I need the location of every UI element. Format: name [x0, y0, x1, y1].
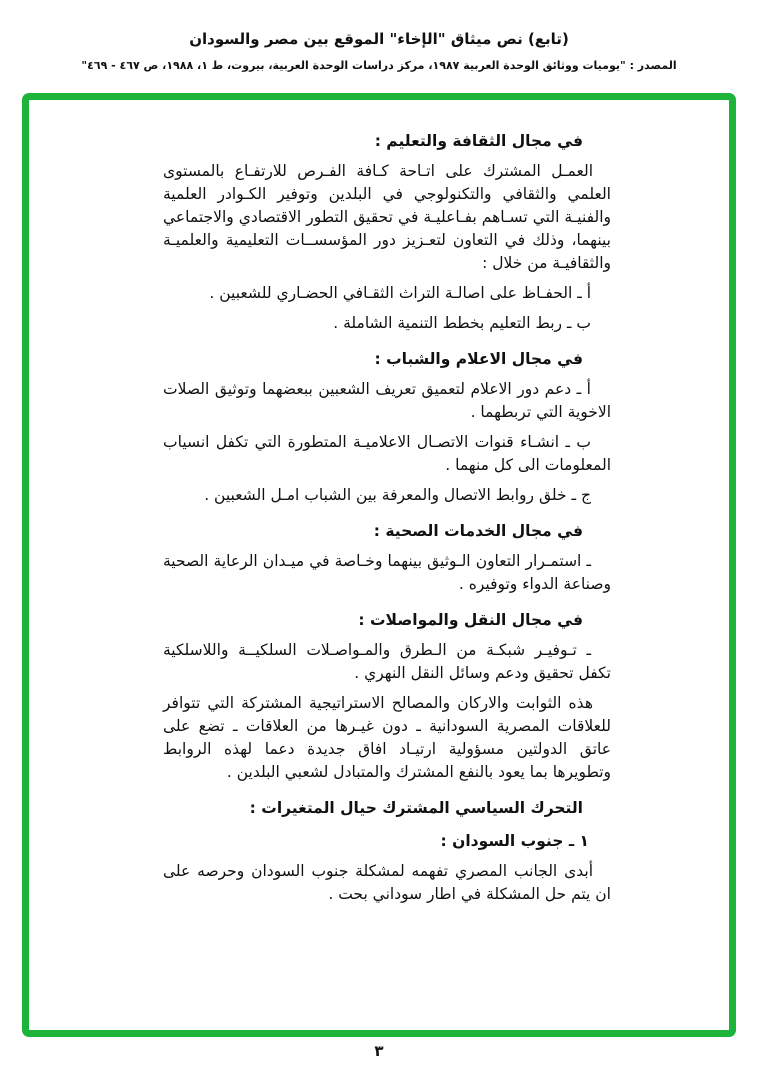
content-heading: في مجال الثقافة والتعليم :: [374, 132, 583, 150]
content-subheading: ١ ـ جنوب السودان :: [440, 832, 589, 850]
document-body-text: [163, 130, 611, 906]
content-paragraph: العمـل المشترك على اتـاحة كـافة الفـرص للارتفـاع بالمستوى العلمي والثقافي والتكنولوجي في البلدين وتوفير الكـوادر العلمية والفنيـة التي تسـاهم بفـاعليـة في تحقيق التطور الاقتصادي والاجتماعي بينهما، وذلك في التعاون لتعـزيز دور المؤسســات التعليمية والعلميـة والثقافيـة من خلال :: [163, 162, 611, 272]
content-item: ـ استمـرار التعاون الـوثيق بينهما وخـاصة في ميـدان الرعاية الصحية وصناعة الدواء وتوفيره .: [163, 552, 611, 593]
content-heading: في مجال النقل والمواصلات :: [358, 611, 583, 629]
content-item: ب ـ انشـاء قنوات الاتصـال الاعلاميـة المتطورة التي تكفل انسياب المعلومات الى كل منهما .: [163, 433, 611, 474]
green-border-frame: [22, 93, 736, 1037]
document-header: [0, 0, 758, 72]
content-paragraph: هذه الثوابت والاركان والمصالح الاستراتيجية المشتركة التي تتوافر للعلاقات المصرية السودانية ـ دون غيـرها من العلاقات ـ تضع على عاتق الدولتين مسؤولية ارتيـاد افاق جديدة دعما لهذه الروابط وتطويرها بما يعود بالنفع المشترك والمتبادل لشعبي البلدين .: [163, 694, 611, 781]
content-paragraph: أبدى الجانب المصري تفهمه لمشكلة جنوب السودان وحرصه على ان يتم حل المشكلة في اطار سوداني بحت .: [163, 862, 611, 903]
content-item: أ ـ دعم دور الاعلام لتعميق تعريف الشعبين ببعضهما وتوثيق الصلات الاخوية التي تربطهما .: [163, 380, 611, 421]
content-item: ب ـ ربط التعليم بخطط التنمية الشاملة .: [333, 314, 591, 332]
document-title: (تابع) نص ميثاق "الإخاء" الموقع بين مصر والسودان: [189, 30, 569, 48]
content-heading: في مجال الخدمات الصحية :: [373, 522, 583, 540]
content-heading: التحرك السياسي المشترك حيال المتغيرات :: [249, 799, 583, 817]
content-item: ـ تـوفيـر شبكـة من الـطرق والمـواصـلات السلكيــة واللاسلكية تكفل تحقيق ودعم وسائل النقل النهري .: [163, 641, 611, 682]
content-item: ج ـ خلق روابط الاتصال والمعرفة بين الشباب امـل الشعبين .: [204, 486, 591, 504]
page-number: ٣: [374, 1042, 384, 1060]
content-item: أ ـ الحفـاظ على اصالـة التراث الثقـافي الحضـاري للشعبين .: [209, 284, 591, 302]
content-heading: في مجال الاعلام والشباب :: [374, 350, 583, 368]
source-citation-line: المصدر : "يوميات ووثائق الوحدة العربية ١٩٨٧، مركز دراسات الوحدة العربية، بيروت، ط ١، ١٩٨٨، ص ٤٦٧ - ٤٦٩": [81, 59, 677, 72]
